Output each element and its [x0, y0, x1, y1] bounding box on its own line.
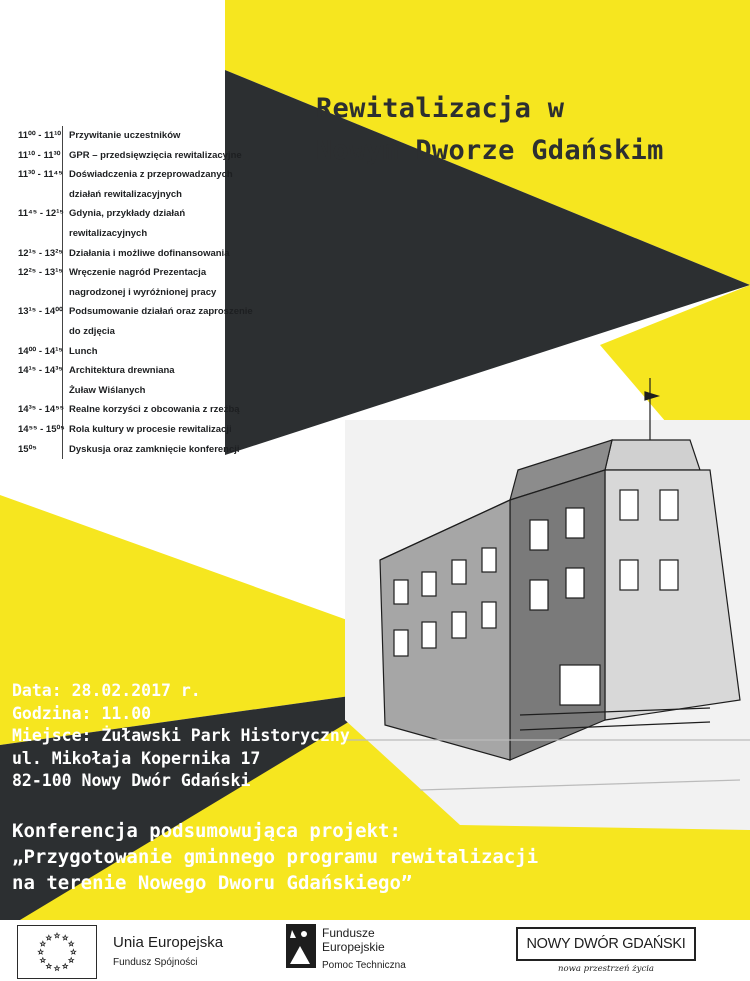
- event-place: Miejsce: Żuławski Park Historyczny: [12, 726, 350, 745]
- agenda-desc: nagrodzonej i wyróżnionej pracy: [69, 286, 217, 298]
- agenda-time: 14⁰⁰ - 14¹⁵: [10, 342, 63, 362]
- agenda-row: [10, 126, 242, 146]
- agenda-row: [10, 361, 242, 381]
- agenda-time: 12²⁵ - 13¹⁵: [10, 263, 63, 283]
- agenda-row: [10, 420, 242, 440]
- agenda-time: 12¹⁵ - 13²⁵: [10, 244, 63, 264]
- agenda-desc: Gdynia, przykłady działań: [69, 208, 186, 220]
- agenda-time: 11⁴⁵ - 12¹⁵: [10, 204, 63, 224]
- nowy-dwor-tagline: nowa przestrzeń życia: [557, 964, 654, 974]
- agenda-time: 14⁵⁵ - 15⁰⁵: [10, 420, 63, 440]
- agenda-row: [10, 185, 242, 205]
- title-line-1: Rewitalizacja w: [316, 93, 565, 124]
- agenda-time: [10, 283, 63, 303]
- nowy-dwor-logo: NOWY DWÓR GDAŃSKI: [516, 927, 696, 961]
- conference-line-1: Konferencja podsumowująca projekt:: [12, 820, 401, 842]
- poster-title: [316, 88, 664, 172]
- agenda-time: [10, 185, 63, 205]
- conference-line-2: „Przygotowanie gminnego programu rewitalizacji: [12, 846, 539, 868]
- eu-flag-icon: [17, 925, 97, 979]
- agenda-desc: Podsumowanie działań oraz zaproszenie: [69, 306, 253, 318]
- european-funds-logo-icon: [286, 924, 316, 968]
- agenda-desc: Żuław Wiślanych: [69, 384, 146, 396]
- title-line-2: Nowym Dworze Gdańskim: [316, 135, 664, 166]
- agenda-row: [10, 204, 242, 224]
- agenda-row: [10, 440, 242, 460]
- agenda-row: [10, 400, 242, 420]
- agenda-desc: Lunch: [69, 345, 98, 357]
- agenda-list: [10, 126, 253, 459]
- agenda-row: [10, 322, 242, 342]
- agenda-row: [10, 224, 242, 244]
- agenda-row: [10, 342, 242, 362]
- agenda-time: 13¹⁵ - 14⁰⁰: [10, 302, 63, 322]
- agenda-time: 14³⁵ - 14⁵⁵: [10, 400, 63, 420]
- agenda-row: [10, 381, 242, 401]
- agenda-time: [10, 224, 63, 244]
- european-funds-name-2: Europejskie: [322, 940, 385, 954]
- agenda-desc: Rola kultury w procesie rewitalizacji: [69, 423, 232, 435]
- conference-description: [12, 818, 538, 896]
- event-street: ul. Mikołaja Kopernika 17: [12, 748, 261, 768]
- agenda-time: [10, 322, 63, 342]
- eu-fund: Fundusz Spójności: [113, 957, 198, 968]
- european-funds-name-1: Fundusze: [322, 926, 375, 940]
- agenda-desc: Doświadczenia z przeprowadzanych: [69, 169, 233, 181]
- event-time: Godzina: 11.00: [12, 703, 152, 723]
- agenda-time: 11⁰⁰ - 11¹⁰: [10, 126, 63, 146]
- agenda-time: 11³⁰ - 11⁴⁵: [10, 165, 63, 185]
- agenda-row: [10, 263, 242, 283]
- conference-line-3: na terenie Nowego Dworu Gdańskiego”: [12, 872, 413, 894]
- event-city: 82-100 Nowy Dwór Gdański: [12, 771, 251, 790]
- footer-logos: [0, 920, 750, 981]
- european-funds-name: [322, 926, 385, 954]
- agenda-desc: działań rewitalizacyjnych: [69, 188, 182, 200]
- agenda-desc: Wręczenie nagród Prezentacja: [69, 267, 207, 279]
- agenda-row: [10, 244, 242, 264]
- agenda-desc: Dyskusja oraz zamknięcie konferencji: [69, 443, 240, 455]
- agenda-time: 11¹⁰ - 11³⁰: [10, 146, 63, 166]
- event-date: Data: 28.02.2017 r.: [12, 681, 201, 700]
- agenda-time: 14¹⁵ - 14³⁵: [10, 361, 63, 381]
- agenda-desc: Przywitanie uczestników: [69, 130, 181, 141]
- agenda-time: [10, 381, 63, 401]
- agenda-desc: Działania i możliwe dofinansowania: [69, 247, 230, 259]
- eu-name: Unia Europejska: [113, 934, 224, 951]
- agenda-desc: rewitalizacyjnych: [69, 227, 148, 239]
- agenda-row: [10, 165, 242, 185]
- agenda-time: 15⁰⁵: [10, 440, 63, 460]
- agenda-desc: do zdjęcia: [69, 325, 115, 337]
- event-info: [12, 680, 350, 793]
- agenda-desc: Architektura drewniana: [69, 365, 175, 377]
- agenda-row: [10, 146, 242, 166]
- european-funds-sub: Pomoc Techniczna: [322, 960, 406, 971]
- agenda-row: [10, 283, 242, 303]
- agenda-desc: Realne korzyści z obcowania z rzeźbą: [69, 404, 240, 416]
- agenda-desc: GPR – przedsięwzięcia rewitalizacyjne: [69, 149, 242, 161]
- agenda-row: [10, 302, 253, 322]
